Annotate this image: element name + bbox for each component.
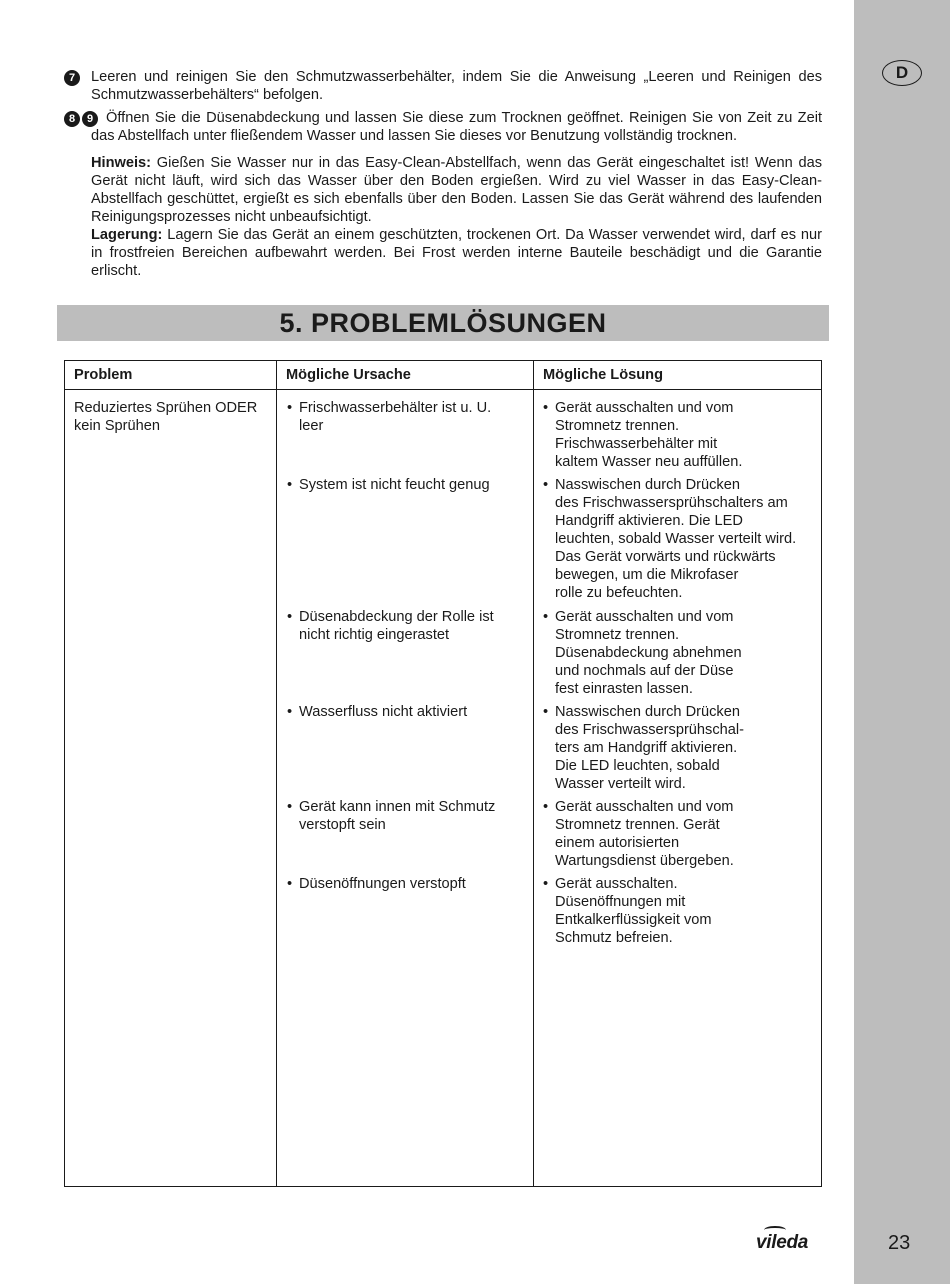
lagerung-note xyxy=(91,226,822,280)
step-number-9: 9 xyxy=(82,111,98,127)
solution-item: • Nasswischen durch Drücken des Frischwassersprühschalters am Handgriff aktivieren. Die LED leuchten, sobald Wasser verteilt wird. Das Gerät vorwärts und rückwärts bewegen, um die Mikrofaser rolle zu befeuchten. xyxy=(543,477,797,601)
header-divider xyxy=(65,389,821,390)
hinweis-note xyxy=(91,154,822,226)
solution-text: Gerät ausschalten und vom Stromnetz trennen. Frischwasserbehälter mit kaltem Wasser neu auffüllen. xyxy=(555,400,743,470)
cause-item: • System ist nicht feucht genug xyxy=(287,477,490,493)
step-7-text: Leeren und reinigen Sie den Schmutzwasserbehälter, indem Sie die Anweisung „Leeren und Reinigen des Schmutzwasserbehälters“ befolgen. xyxy=(91,69,822,103)
solution-text: Gerät ausschalten. Düsenöffnungen mit Entkalkerflüssigkeit vom Schmutz befreien. xyxy=(555,876,712,946)
column-divider xyxy=(276,361,277,1186)
section-heading-bar xyxy=(57,305,829,341)
step-8-9-text: Öffnen Sie die Düsenabdeckung und lassen Sie diese zum Trocknen geöffnet. Reinigen Sie von Zeit zu Zeit das Abstellfach unter fließendem Wasser und lassen Sie dieses vor Benutzung vollständig trocknen. xyxy=(91,110,822,144)
solution-item: • Gerät ausschalten und vom Stromnetz trennen. Düsenabdeckung abnehmen und nochmals auf der Düse fest einrasten lassen. xyxy=(543,609,742,697)
vileda-logo xyxy=(756,1232,808,1254)
solution-text: Nasswischen durch Drücken des Frischwassersprühschal- ters am Handgriff aktivieren. Die LED leuchten, sobald Wasser verteilt wird. xyxy=(555,704,744,792)
solution-item: • Gerät ausschalten. Düsenöffnungen mit Entkalkerflüssigkeit vom Schmutz befreien. xyxy=(543,876,712,946)
solution-text: Nasswischen durch Drücken des Frischwassersprühschalters am Handgriff aktivieren. Die LED leuchten, sobald Wasser verteilt wird. Das Gerät vorwärts und rückwärts bewegen, um die Mikrofaser rolle zu befeuchten. xyxy=(555,477,797,601)
header-cause: Mögliche Ursache xyxy=(286,367,411,383)
cause-item: • Wasserfluss nicht aktiviert xyxy=(287,704,468,720)
logo-text: vileda xyxy=(756,1232,809,1253)
cause-text: Düsenabdeckung der Rolle ist nicht richtig eingerastet xyxy=(299,609,494,643)
hinweis-label: Hinweis: xyxy=(91,155,152,171)
problem-cell: Reduziertes Sprühen ODER kein Sprühen xyxy=(74,400,258,434)
column-divider xyxy=(533,361,534,1186)
solution-item: • Gerät ausschalten und vom Stromnetz trennen. Frischwasserbehälter mit kaltem Wasser neu auffüllen. xyxy=(543,400,743,470)
logo-swoosh-icon xyxy=(764,1226,786,1234)
page-number: 23 xyxy=(888,1232,911,1254)
step-8-9 xyxy=(64,109,822,145)
lagerung-label: Lagerung: xyxy=(91,227,163,243)
cause-text: Gerät kann innen mit Schmutz verstopft sein xyxy=(299,799,496,833)
cause-text: Frischwasserbehälter ist u. U. leer xyxy=(299,400,492,434)
step-number-7: 7 xyxy=(64,70,80,86)
step-7 xyxy=(64,68,822,104)
step-number-8: 8 xyxy=(64,111,80,127)
troubleshooting-table xyxy=(64,360,822,1187)
cause-text: System ist nicht feucht genug xyxy=(299,477,490,493)
hinweis-text: Gießen Sie Wasser nur in das Easy-Clean-Abstellfach, wenn das Gerät eingeschaltet ist! Wenn das Gerät nicht läuft, wird sich das Wasser über den Boden ergießen. Wird zu viel Wasser in das Easy-Clean-Abstellfach geschüttet, ergießt es sich ebenfalls über den Boden. Lassen Sie das Gerät während des laufenden Reinigungsprozesses nicht unbeaufsichtigt. xyxy=(91,155,822,225)
cause-item: • Frischwasserbehälter ist u. U. leer xyxy=(287,400,492,434)
section-title: 5. PROBLEMLÖSUNGEN xyxy=(279,308,607,338)
cause-item: • Düsenabdeckung der Rolle ist nicht richtig eingerastet xyxy=(287,609,494,643)
header-solution: Mögliche Lösung xyxy=(543,367,663,383)
lagerung-text: Lagern Sie das Gerät an einem geschützten, trockenen Ort. Da Wasser verwendet wird, darf es nur in frostfreien Bereichen aufbewahrt werden. Bei Frost werden interne Bauteile beschädigt und die Garantie erlischt. xyxy=(91,227,822,279)
solution-text: Gerät ausschalten und vom Stromnetz trennen. Gerät einem autorisierten Wartungsdienst übergeben. xyxy=(555,799,734,869)
solution-item: • Gerät ausschalten und vom Stromnetz trennen. Gerät einem autorisierten Wartungsdienst übergeben. xyxy=(543,799,734,869)
header-problem: Problem xyxy=(74,367,133,383)
language-badge: D xyxy=(882,60,922,86)
solution-text: Gerät ausschalten und vom Stromnetz trennen. Düsenabdeckung abnehmen und nochmals auf der Düse fest einrasten lassen. xyxy=(555,609,742,697)
cause-item: • Düsenöffnungen verstopft xyxy=(287,876,466,892)
cause-text: Wasserfluss nicht aktiviert xyxy=(299,704,468,720)
cause-text: Düsenöffnungen verstopft xyxy=(299,876,466,892)
solution-item: • Nasswischen durch Drücken des Frischwassersprühschal- ters am Handgriff aktivieren. Die LED leuchten, sobald Wasser verteilt wird. xyxy=(543,704,744,792)
side-strip xyxy=(854,0,950,1284)
cause-item: • Gerät kann innen mit Schmutz verstopft sein xyxy=(287,799,496,833)
